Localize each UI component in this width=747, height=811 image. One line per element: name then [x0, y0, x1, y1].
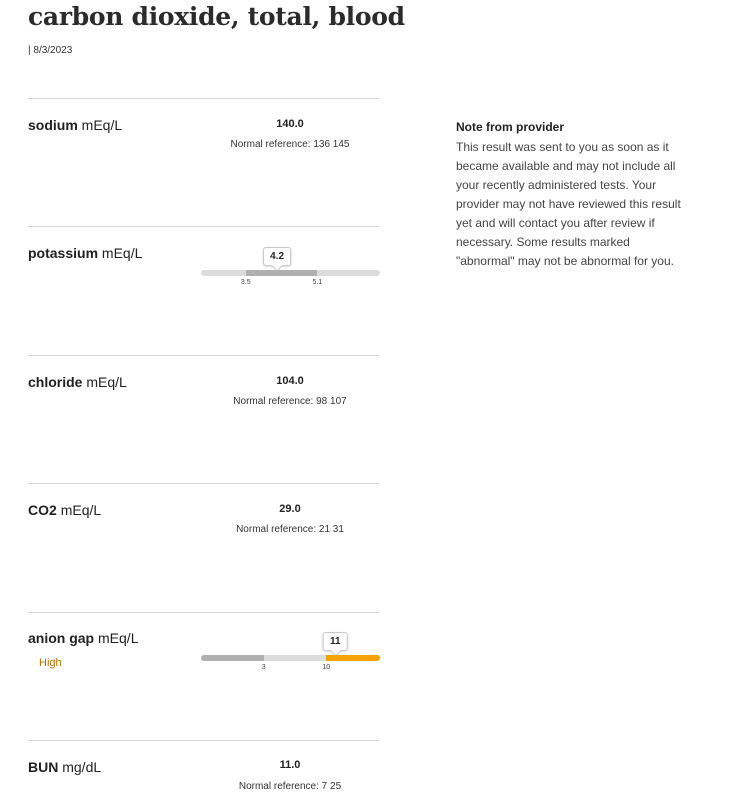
range-low-tick: 3 [261, 664, 266, 671]
result-unit: mEq/L [101, 245, 143, 261]
normal-reference: Normal reference: 7 25 [238, 781, 342, 792]
result-value: 140.0 [276, 118, 304, 130]
result-label: chloride [28, 374, 83, 390]
result-unit: mEq/L [60, 502, 102, 518]
value-marker: 11 [323, 632, 348, 651]
note-body: This result was sent to you as soon as it became available and may not include all your recently administered tests. Your provider may not have reviewed this result yet and will contact you after review if necessary. Some results marked "abnormal" may not be abnormal for you. [456, 140, 681, 268]
range-track [201, 655, 380, 661]
normal-reference: Normal reference: 21 31 [236, 524, 344, 535]
result-name [28, 245, 142, 261]
high-flag: High [39, 657, 62, 669]
page-title: carbon dioxide, total, blood [28, 2, 405, 31]
range-high-tick: 10 [322, 664, 331, 671]
result-value: 29.0 [279, 503, 301, 515]
result-label: potassium [28, 245, 99, 261]
result-name [28, 117, 122, 133]
result-unit: mEq/L [98, 630, 139, 646]
normal-range-segment [246, 270, 318, 276]
result-value: 11.0 [279, 759, 301, 771]
result-name [28, 759, 101, 775]
row-divider [28, 355, 379, 356]
row-divider [28, 612, 379, 613]
note-title: Note from provider [456, 120, 565, 134]
result-unit: mg/dL [62, 759, 102, 775]
result-label: anion gap [28, 630, 95, 646]
normal-reference: Normal reference: 98 107 [233, 396, 347, 407]
result-value: 104.0 [276, 375, 304, 387]
value-marker: 4.2 [263, 247, 291, 266]
row-divider [28, 226, 379, 227]
below-range-segment [201, 655, 264, 661]
row-divider [28, 740, 379, 741]
result-date: | 8/3/2023 [28, 45, 73, 56]
result-label: sodium [28, 117, 78, 133]
result-label: BUN [28, 759, 59, 775]
range-high-tick: 5.1 [312, 279, 323, 286]
result-name [28, 630, 138, 646]
row-divider [28, 483, 379, 484]
result-label: CO2 [28, 502, 57, 518]
row-divider [28, 98, 379, 99]
above-range-segment [326, 655, 380, 661]
range-track [201, 270, 380, 276]
normal-reference: Normal reference: 136 145 [230, 139, 350, 150]
result-unit: mEq/L [81, 117, 123, 133]
result-unit: mEq/L [86, 374, 127, 390]
result-name [28, 374, 127, 390]
result-name [28, 502, 101, 518]
range-low-tick: 3.5 [240, 279, 251, 286]
